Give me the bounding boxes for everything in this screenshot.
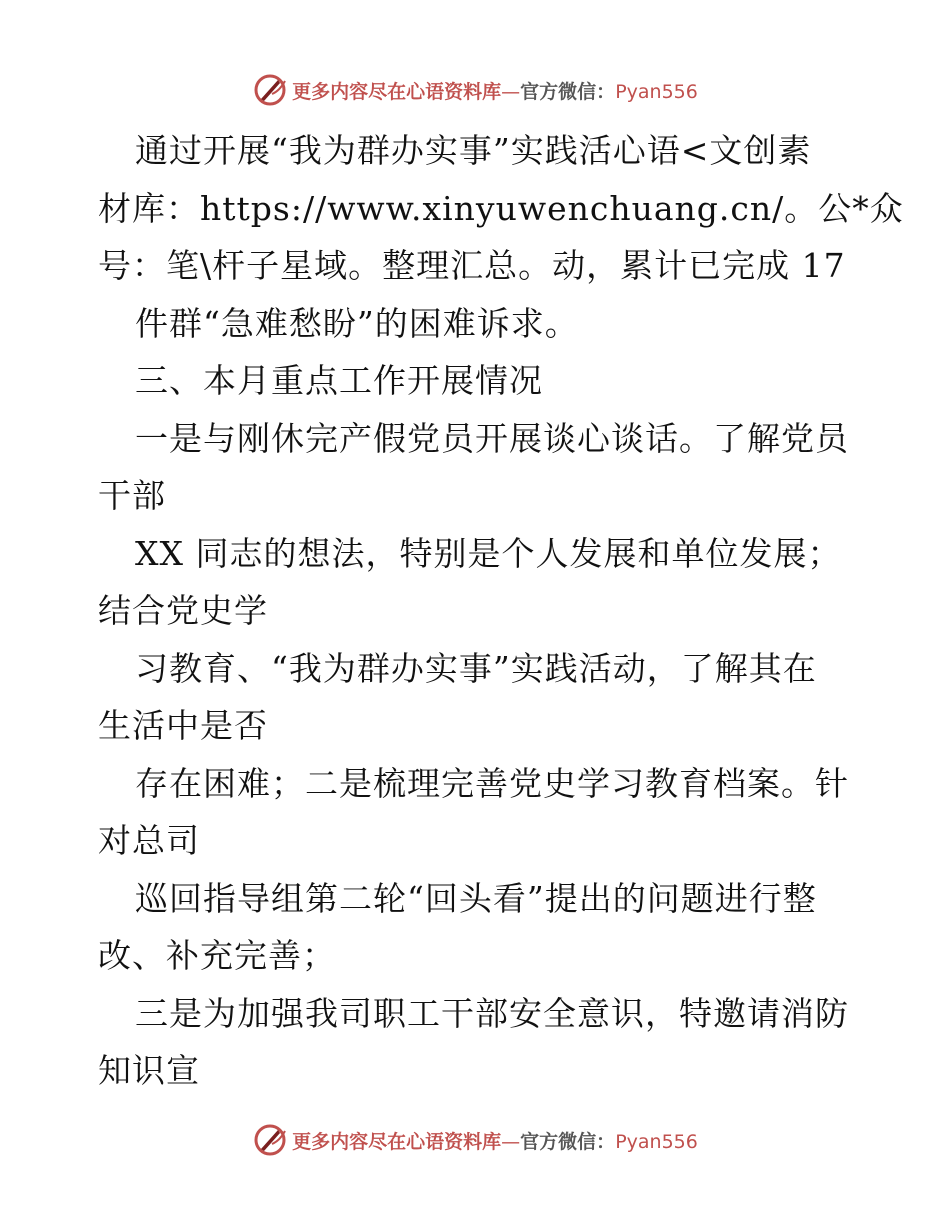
body-line: 巡回指导组第二轮“回头看”提出的问题进行整 bbox=[135, 878, 817, 918]
banner-wechat-id: Pyan556 bbox=[615, 1130, 698, 1153]
banner-title: 更多内容尽在心语资料库 bbox=[292, 1130, 502, 1153]
body-line: 号：笔\杆子星域。整理汇总。动，累计已完成 17 bbox=[98, 246, 846, 285]
body-line: 干部 bbox=[98, 476, 166, 515]
body-line: 生活中是否 bbox=[98, 706, 268, 745]
body-line: 结合党史学 bbox=[98, 591, 268, 630]
banner-official-label: 官方微信： bbox=[520, 1130, 616, 1153]
body-line: 习教育、“我为群办实事”实践活动，了解其在 bbox=[135, 648, 817, 688]
body-line: 一是与刚休完产假党员开展谈心谈话。了解党员 bbox=[135, 418, 849, 458]
quill-seal-icon bbox=[252, 1122, 288, 1158]
banner-wechat-id: Pyan556 bbox=[615, 80, 698, 103]
body-line: 改、补充完善； bbox=[98, 936, 336, 975]
banner-dash: — bbox=[501, 80, 521, 103]
quill-seal-icon bbox=[252, 72, 288, 108]
section-heading: 三、本月重点工作开展情况 bbox=[135, 361, 543, 400]
body-line: 三是为加强我司职工干部安全意识，特邀请消防 bbox=[135, 993, 849, 1033]
banner-official-label: 官方微信： bbox=[520, 80, 616, 103]
body-line: 知识宣 bbox=[98, 1051, 200, 1090]
body-line: XX 同志的想法，特别是个人发展和单位发展； bbox=[135, 533, 842, 573]
banner-dash: — bbox=[501, 1130, 521, 1153]
banner-title: 更多内容尽在心语资料库 bbox=[292, 80, 502, 103]
body-line: 件群“急难愁盼”的困难诉求。 bbox=[135, 303, 579, 343]
body-line: 材库：https://www.xinyuwenchuang.cn/。公*众 bbox=[98, 188, 904, 228]
body-line: 存在困难；二是梳理完善党史学习教育档案。针 bbox=[135, 763, 849, 803]
body-line: 对总司 bbox=[98, 821, 200, 860]
footer-banner bbox=[0, 1120, 950, 1160]
body-line: 通过开展“我为群办实事”实践活心语<文创素 bbox=[135, 131, 812, 170]
document-body bbox=[98, 122, 904, 1100]
header-banner bbox=[0, 70, 950, 110]
